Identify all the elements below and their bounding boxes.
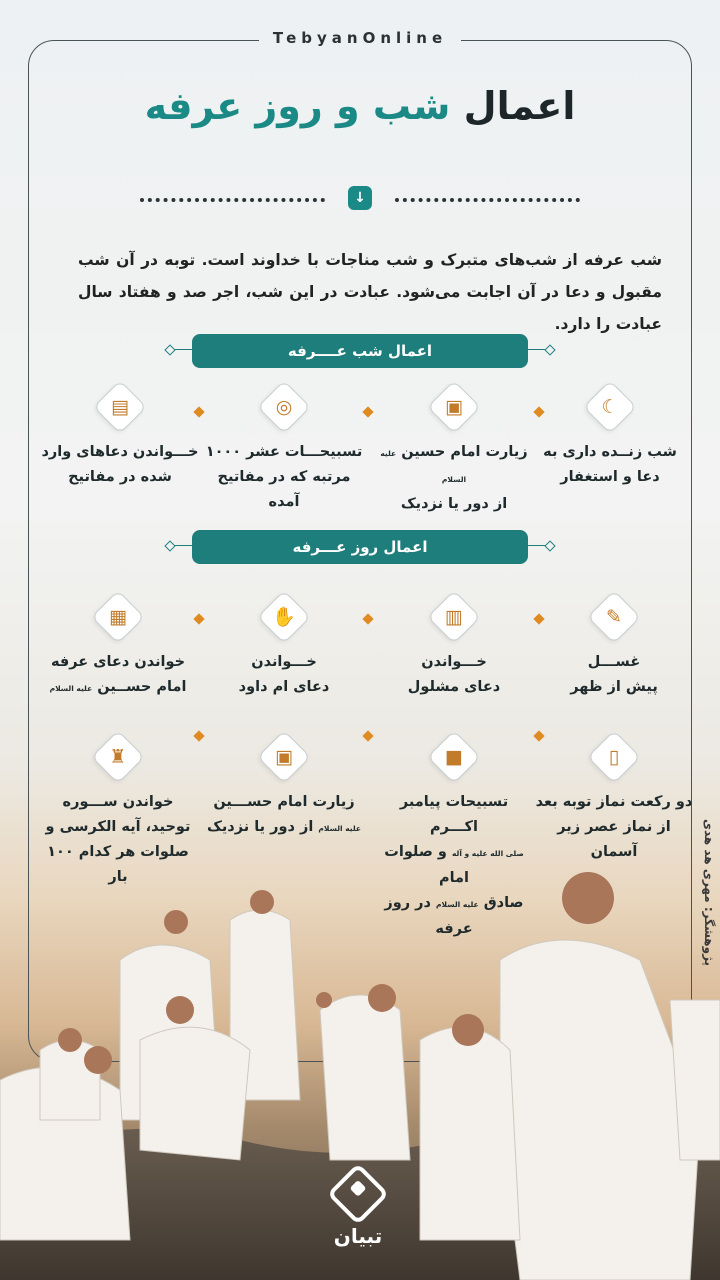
quran-stand-icon: ▤	[93, 380, 147, 434]
book-holy-icon: ▣	[257, 730, 311, 784]
day-item-5-label: دو رکعت نماز توبه بعد از نماز عصر زیر آسمان	[535, 794, 693, 860]
prayer-beads-icon: ◎	[257, 380, 311, 434]
researcher-credit: پژوهشگر: مهری هد هدی	[702, 818, 716, 966]
tebyan-logo-mark-icon	[327, 1163, 389, 1225]
page-title	[0, 84, 720, 128]
water-tap-icon: ✎	[587, 590, 641, 644]
night-item-4-label: خـــواندن دعاهای وارد شده در مفاتیح	[41, 444, 199, 485]
raised-hands-icon: ✋	[257, 590, 311, 644]
person-praying-icon: ☾	[583, 380, 637, 434]
day-item-7-label: زیارت امام حســـین علیه السلام از دور یا نزدیک	[206, 794, 362, 835]
night-heading: اعمال شب عــــرفه	[192, 334, 528, 368]
day-item-1-label: غســـل پیش از ظهر	[570, 654, 658, 695]
day-heading-banner	[170, 530, 550, 564]
brand-header	[0, 28, 720, 47]
day-item-3	[204, 598, 364, 700]
night-heading-banner	[170, 334, 550, 368]
day-item-4-label: خواندن دعای عرفه امام حســین علیه السلام	[49, 654, 187, 695]
prayer-mat-icon: ▯	[587, 730, 641, 784]
day-item-5	[534, 738, 694, 865]
mosque-icon: ♜	[91, 730, 145, 784]
tebyan-logo	[318, 1172, 398, 1248]
book-icon: ▣	[427, 380, 481, 434]
day-item-1	[534, 598, 694, 700]
open-book-icon: ▥	[427, 590, 481, 644]
night-item-1-label: شب زنــده داری به دعا و استغفار	[543, 444, 677, 485]
day-item-7	[204, 738, 364, 841]
day-item-2	[374, 598, 534, 700]
title-part1: اعمال	[463, 84, 576, 128]
day-item-3-label: خـــواندن دعای ام داود	[238, 654, 330, 695]
brand-name: TebyanOnline	[259, 29, 461, 47]
section-divider	[140, 186, 580, 212]
day-item-6-label: تسبیحات پیامبر اکـــرم صلی الله علیه و آله و صلوات امام صادق علیه السلام در روز عرفه	[384, 794, 524, 937]
dotted-line-left	[140, 198, 325, 202]
prayer-book-icon: ▦	[91, 590, 145, 644]
day-heading: اعمال روز عـــرفه	[192, 530, 528, 564]
night-item-3	[204, 388, 364, 515]
intro-paragraph: شب عرفه از شب‌های متبرک و شب مناجات با خداوند است. توبه در آن شب مقبول و دعا در آن اجابت می‌شود. عبادت در این شب، اجر صد و هفتاد سال عبادت را دارد.	[78, 251, 662, 333]
logo-text: تبیان	[333, 1224, 383, 1248]
title-part2: شب و روز عرفه	[144, 84, 451, 128]
dotted-line-right	[395, 198, 580, 202]
down-arrow-icon: ↓	[348, 186, 372, 210]
day-item-8-label: خواندن ســـوره توحید، آیه الکرسی و صلوات هر کدام ۱۰۰ بار	[45, 794, 191, 885]
night-item-4	[40, 388, 200, 490]
day-item-2-label: خـــواندن دعای مشلول	[407, 654, 501, 695]
night-item-2	[374, 388, 534, 517]
kaaba-icon: ■	[427, 730, 481, 784]
night-item-1	[530, 388, 690, 490]
night-item-2-label: زیارت امام حسین علیه السلام از دور یا نزدیک	[380, 444, 528, 512]
day-item-4	[38, 598, 198, 701]
night-item-3-label: تسبیحـــات عشر ۱۰۰۰ مرتبه که در مفاتیح آمده	[205, 444, 363, 510]
